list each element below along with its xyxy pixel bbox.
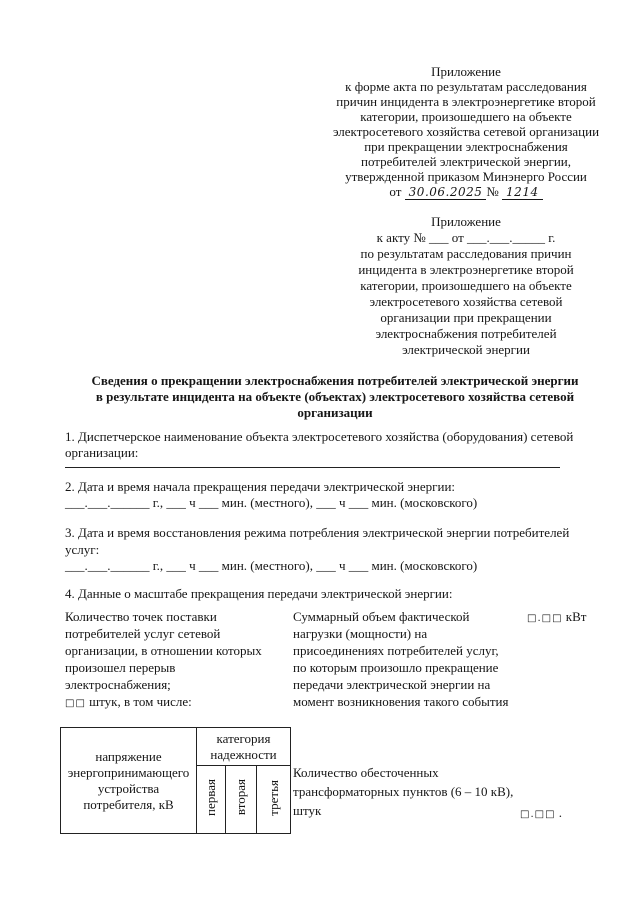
act-header-line: электросетевого хозяйства сетевой: [369, 294, 563, 309]
item-scale: [65, 586, 452, 602]
load-volume-line: по которым произошло прекращение: [293, 660, 499, 675]
delivery-points-block: [65, 608, 262, 712]
handwritten-order-number: 1214: [502, 185, 543, 200]
voltage-label-line: напряжение: [95, 748, 162, 764]
act-header-line: организации при прекращении: [380, 310, 552, 325]
item-line: 2. Дата и время начала прекращения передачи электрической энергии:: [65, 479, 456, 494]
header-line: категории, произошедшего на объекте: [360, 109, 572, 124]
item-line: услуг:: [65, 541, 100, 557]
item-outage-start: [65, 479, 477, 511]
category-first-label: первая: [203, 779, 218, 816]
voltage-label-line: энергопринимающего: [67, 764, 190, 780]
count-suffix: штук, в том числе:: [89, 694, 192, 709]
act-header-line: электрической энергии: [402, 342, 530, 357]
category-third-label: третья: [265, 779, 281, 816]
load-value-digit-boxes: □.□□: [527, 613, 563, 624]
act-header-line: инцидента в электроэнергетике второй: [358, 262, 574, 277]
category-third-cell: [257, 766, 291, 834]
load-volume-line: передачи электрической энергии на: [293, 677, 491, 692]
handwritten-order-date: 30.06.2025: [405, 185, 487, 200]
item-line: организации:: [65, 445, 139, 460]
voltage-label-line: потребителя, кВ: [83, 796, 174, 812]
attachment-to-form-header: [331, 64, 601, 200]
category-second-cell: [226, 766, 257, 834]
item-line: 3. Дата и время восстановления режима потребления электрической энергии потребителей: [65, 525, 570, 540]
header-line: потребителей электрической энергии,: [361, 154, 571, 169]
act-header-line: электроснабжения потребителей: [375, 326, 557, 341]
order-reference-line: [331, 184, 601, 200]
item-restoration: [65, 525, 569, 575]
delivery-points-line: произошел перерыв: [65, 660, 176, 675]
header-line: к форме акта по результатам расследования: [345, 79, 587, 94]
transformer-points-line: трансформаторных пунктов (6 – 10 кВ),: [293, 784, 514, 799]
transformer-points-value: [520, 803, 562, 824]
header-line: при прекращении электроснабжения: [364, 139, 568, 154]
transformer-value-digit-boxes: □.□□: [520, 809, 556, 820]
transformer-points-line: Количество обесточенных: [293, 765, 439, 780]
delivery-points-line: электроснабжения;: [65, 677, 171, 692]
category-second-label: вторая: [233, 779, 248, 816]
header-line: утвержденной приказом Минэнерго России: [345, 169, 587, 184]
act-header-line: категории, произошедшего на объекте: [360, 278, 572, 293]
act-header-line: Приложение: [431, 214, 501, 229]
order-number-label: №: [486, 184, 499, 199]
delivery-points-line: организации, в отношении которых: [65, 643, 262, 658]
header-line: электросетевого хозяйства сетевой организации: [332, 124, 600, 139]
transformer-points-line: штук: [293, 803, 322, 818]
voltage-label-line: устройства: [97, 780, 160, 796]
header-line: причин инцидента в электроэнергетике второй: [336, 94, 596, 109]
count-digit-boxes: □□: [65, 698, 86, 709]
load-volume-block: [293, 608, 508, 710]
delivery-points-count-line: [65, 693, 262, 712]
reliability-category-header: категория надежности: [197, 728, 291, 766]
delivery-points-line: потребителей услуг сетевой: [65, 626, 221, 641]
title-line: организации: [297, 405, 373, 420]
item-line: 1. Диспетчерское наименование объекта электросетевого хозяйства (оборудования) сетевой: [65, 429, 574, 444]
restoration-blanks: ___.___.______ г., ___ ч ___ мин. (местного), ___ ч ___ мин. (московского): [65, 558, 478, 573]
delivery-points-line: Количество точек поставки: [65, 609, 217, 624]
load-volume-line: момент возникновения такого события: [293, 694, 509, 709]
transformer-value-suffix: .: [558, 805, 563, 820]
act-header-line: по результатам расследования причин: [360, 246, 572, 261]
load-volume-line: Суммарный объем фактической: [293, 609, 470, 624]
reliability-category-table: [60, 727, 291, 834]
load-volume-line: нагрузки (мощности) на: [293, 626, 428, 641]
load-value-unit: кВт: [565, 609, 587, 624]
attachment-to-act-header: [346, 214, 586, 358]
act-header-line: к акту № ___ от ___.___._____ г.: [376, 230, 556, 245]
load-volume-line: присоединениях потребителей услуг,: [293, 643, 499, 658]
header-line: Приложение: [431, 64, 501, 79]
item-line: 4. Данные о масштабе прекращения передачи электрической энергии:: [65, 586, 453, 601]
outage-start-blanks: ___.___.______ г., ___ ч ___ мин. (местного), ___ ч ___ мин. (московского): [65, 495, 478, 510]
title-line: в результате инцидента на объекте (объектах) электросетевого хозяйства сетевой: [95, 389, 575, 404]
dispatch-name-fill-line: [65, 467, 560, 468]
category-first-cell: [197, 766, 226, 834]
transformer-points-block: [293, 763, 513, 820]
page-title: [60, 373, 610, 421]
item-dispatch-name: [65, 429, 573, 461]
title-line: Сведения о прекращении электроснабжения потребителей электрической энергии: [91, 373, 579, 388]
order-prefix: от: [389, 184, 402, 199]
load-volume-value: [527, 608, 586, 627]
voltage-cell: [61, 728, 197, 834]
